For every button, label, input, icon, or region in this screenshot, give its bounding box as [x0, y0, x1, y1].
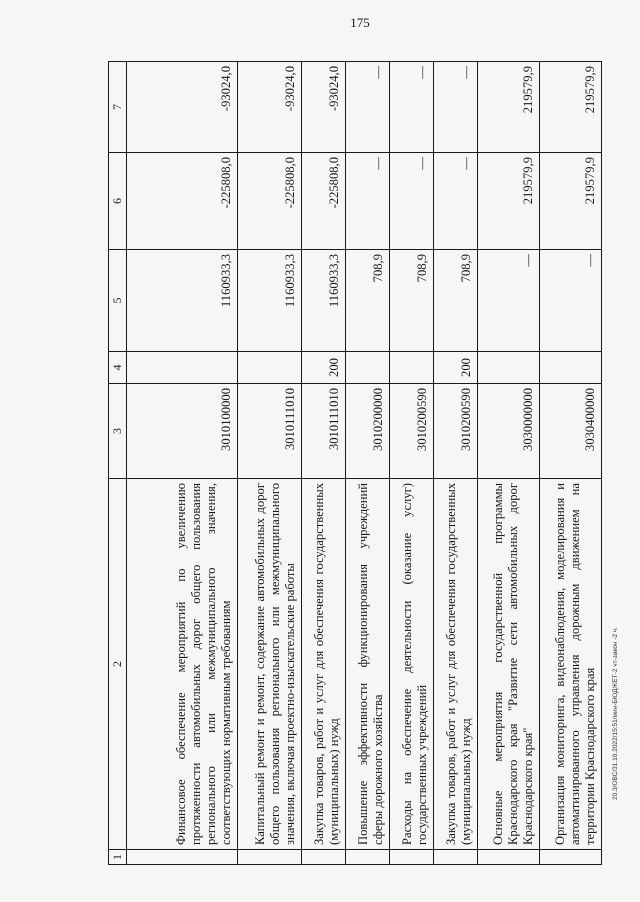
row-col1: [237, 850, 301, 865]
row-kvr: [478, 352, 540, 384]
row-value-7: 219579,9: [540, 62, 602, 153]
row-code: 3030400000: [540, 384, 602, 479]
table-row: [540, 62, 602, 865]
row-kvr: [127, 352, 238, 384]
row-kvr: [346, 352, 390, 384]
row-value-6: 219579,9: [478, 153, 540, 250]
row-value-5: 708,9: [434, 250, 478, 352]
row-value-7: —: [346, 62, 390, 153]
row-name: Расходы на обеспечение деятельности (оказание услуг) государственных учреждений: [390, 479, 434, 850]
table-row: [302, 62, 346, 865]
header-cell: 3: [109, 384, 127, 479]
row-name: Основные мероприятия государственной программы Краснодарского края "Развитие сети автомобильных дорог Краснодарского края": [478, 479, 540, 850]
table-row: [237, 62, 301, 865]
row-kvr: [390, 352, 434, 384]
table-header-row: [109, 62, 127, 865]
row-col1: [390, 850, 434, 865]
row-value-5: —: [540, 250, 602, 352]
row-value-6: -225808,0: [127, 153, 238, 250]
row-value-6: —: [434, 153, 478, 250]
row-code: 3010200000: [346, 384, 390, 479]
row-value-6: —: [390, 153, 434, 250]
header-cell: 1: [109, 850, 127, 865]
row-col1: [346, 850, 390, 865]
rotated-table-container: [108, 62, 602, 865]
row-value-7: -93024,0: [237, 62, 301, 153]
row-value-7: -93024,0: [127, 62, 238, 153]
row-col1: [434, 850, 478, 865]
row-value-6: 219579,9: [540, 153, 602, 250]
row-value-5: 1160933,3: [302, 250, 346, 352]
row-value-5: —: [478, 250, 540, 352]
table-row: [478, 62, 540, 865]
row-col1: [478, 850, 540, 865]
row-value-7: -93024,0: [302, 62, 346, 153]
header-cell: 6: [109, 153, 127, 250]
row-name: Закупка товаров, работ и услуг для обеспечения государственных (муниципальных) нужд: [302, 479, 346, 850]
row-code: 3030000000: [478, 384, 540, 479]
row-col1: [127, 850, 238, 865]
row-code: 3010200590: [390, 384, 434, 479]
row-value-5: 708,9: [346, 250, 390, 352]
header-cell: 2: [109, 479, 127, 850]
row-kvr: [540, 352, 602, 384]
table-row: [127, 62, 238, 865]
row-value-7: —: [390, 62, 434, 153]
row-name: Повышение эффективности функционирования учреждений сферы дорожного хозяйства: [346, 479, 390, 850]
row-value-6: -225808,0: [237, 153, 301, 250]
budget-table: [108, 61, 602, 865]
row-name: Закупка товаров, работ и услуг для обеспечения государственных (муниципальных) нужд: [434, 479, 478, 850]
row-code: 3010111010: [237, 384, 301, 479]
table-row: [434, 62, 478, 865]
page-number: 175: [350, 15, 370, 30]
row-col1: [302, 850, 346, 865]
row-kvr: 200: [302, 352, 346, 384]
row-name: Капитальный ремонт и ремонт, содержание автомобильных дорог общего пользования регионального или межмуниципального значения, включая проектно-изыскательские работы: [237, 479, 301, 850]
footer-code-text: 20.3/ОВС/31.10.2022/15:51/мин-БЮДЖЕТ-2 чт-закон -2 ч.: [612, 626, 619, 800]
table-row: [346, 62, 390, 865]
row-kvr: 200: [434, 352, 478, 384]
header-cell: 7: [109, 62, 127, 153]
row-value-5: 1160933,3: [237, 250, 301, 352]
row-value-5: 1160933,3: [127, 250, 238, 352]
row-value-7: 219579,9: [478, 62, 540, 153]
header-cell: 5: [109, 250, 127, 352]
row-name: Финансовое обеспечение мероприятий по увеличению протяженности автомобильных дорог общего пользования регионального или межмуниципального значения, соответствующих нормативным требованиям: [127, 479, 238, 850]
row-value-6: -225808,0: [302, 153, 346, 250]
row-code: 3010200590: [434, 384, 478, 479]
table-row: [390, 62, 434, 865]
row-name: Организация мониторинга, видеонаблюдения, моделирования и автоматизированного управления дорожным движением на территории Краснодарского края: [540, 479, 602, 850]
header-cell: 4: [109, 352, 127, 384]
row-col1: [540, 850, 602, 865]
row-value-7: —: [434, 62, 478, 153]
row-value-6: —: [346, 153, 390, 250]
row-code: 3010111010: [302, 384, 346, 479]
row-value-5: 708,9: [390, 250, 434, 352]
row-kvr: [237, 352, 301, 384]
row-code: 3010100000: [127, 384, 238, 479]
